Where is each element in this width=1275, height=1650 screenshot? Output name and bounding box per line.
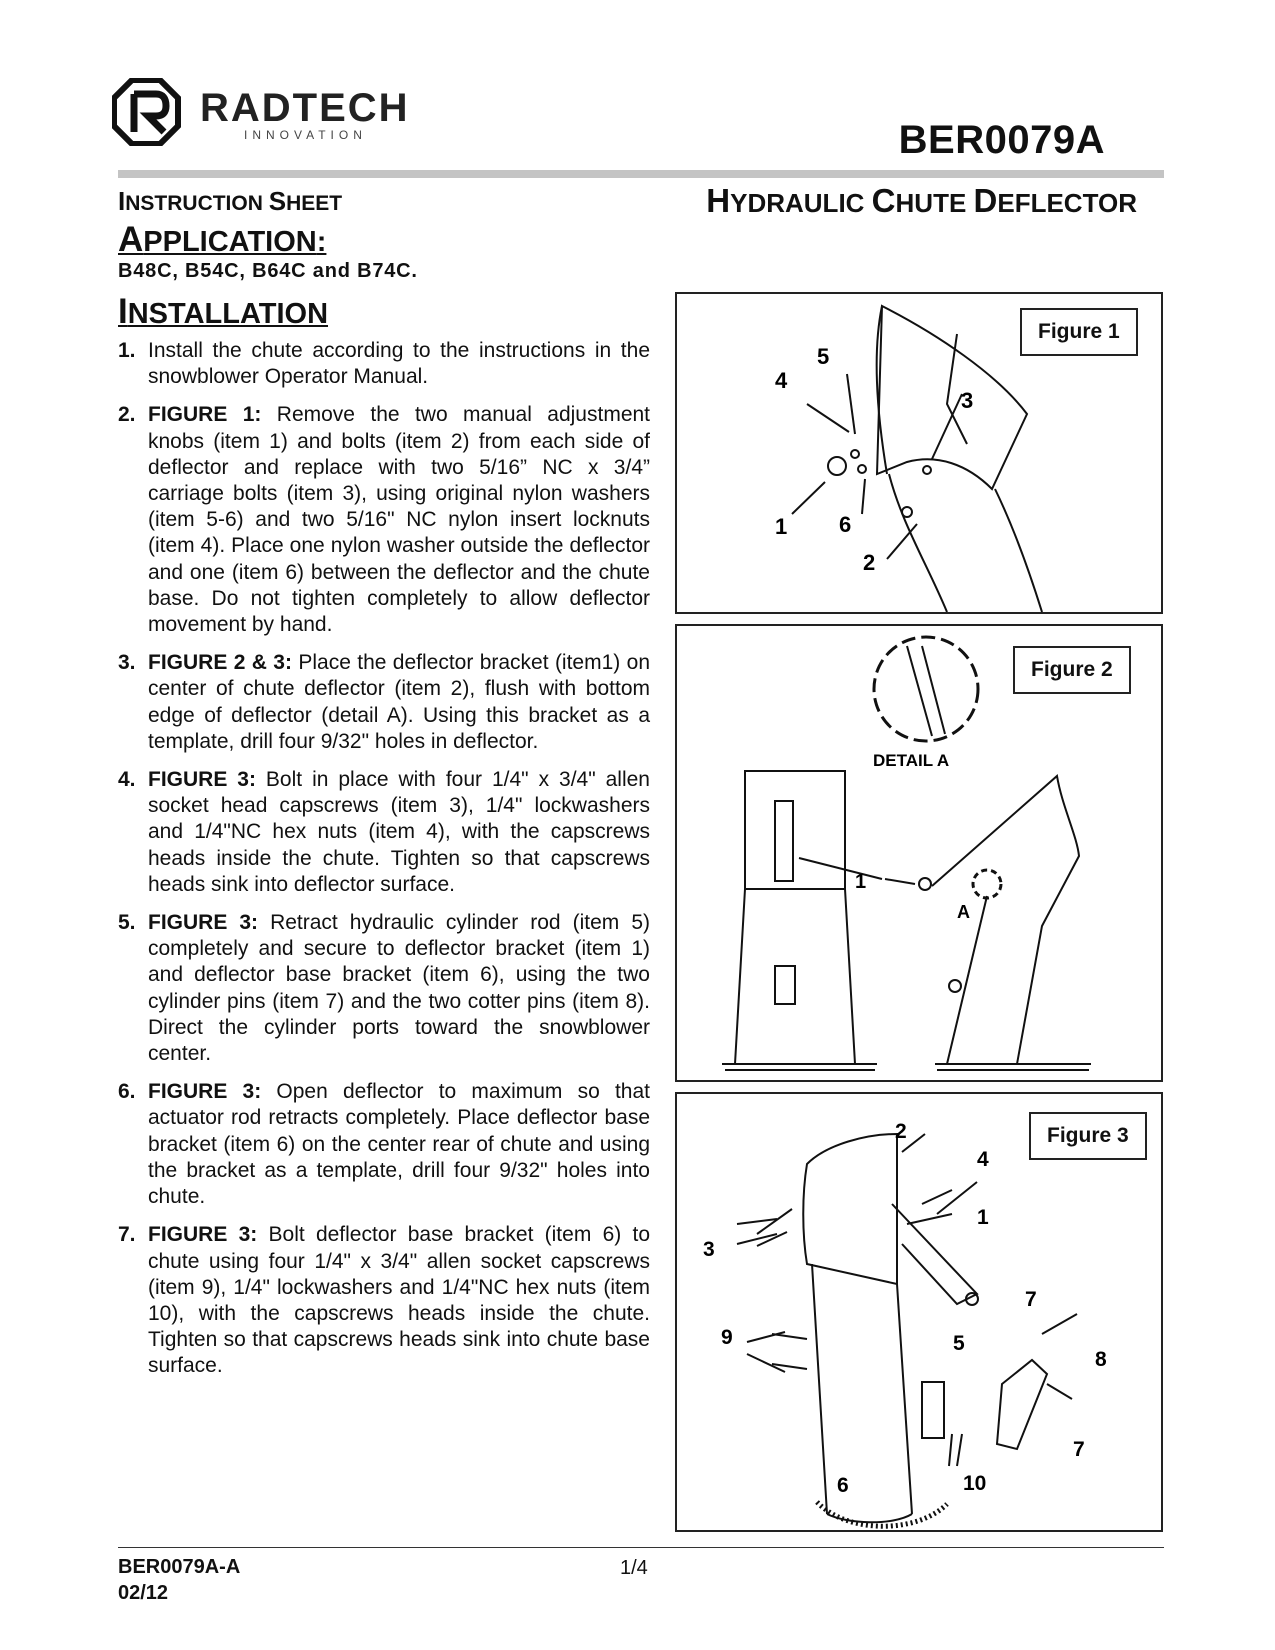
- step-item: 5. FIGURE 3: Retract hydraulic cylinder rod (item 5) completely and secure to deflector bracket (item 1) and deflector base bracket (item 6), using the two cylinder pins (item 7) and the two cotter pins (item 8). Direct the cylinder ports toward the snowblower center.: [118, 911, 650, 1066]
- document-number: BER0079A: [898, 118, 1105, 162]
- installation-heading: INSTALLATION: [118, 292, 329, 331]
- callout-label: 6: [837, 1474, 849, 1497]
- callout-label: 5: [817, 344, 830, 369]
- figure-3: [675, 1092, 1163, 1532]
- figure-2-drawing: [677, 626, 1161, 1080]
- step-item: 3. FIGURE 2 & 3: Place the deflector bracket (item1) on center of chute deflector (item 2), flush with bottom edge of deflector (detail A). Using this bracket as a template, drill four 9/32" holes in deflector.: [118, 651, 651, 753]
- product-title: HYDRAULIC CHUTE DEFLECTOR: [706, 182, 1137, 219]
- step-item: 1. Install the chute according to the instructions in the snowblower Operator Manual.: [118, 339, 650, 389]
- callout-label: 2: [863, 550, 876, 575]
- logo-tagline: INNOVATION: [244, 128, 367, 142]
- callout-label: 1: [855, 871, 867, 893]
- step-item: 4. FIGURE 3: Bolt in place with four 1/4" x 3/4" allen socket head capscrews (item 3), 1/4" lockwashers and 1/4"NC hex nuts (item 4), with the capscrews heads inside the chute. Tighten so that capscrews heads sink into deflector surface.: [118, 768, 650, 896]
- callout-label: 2: [895, 1120, 907, 1143]
- company-logo: [112, 78, 412, 146]
- step-item: 6. FIGURE 3: Open deflector to maximum so that actuator rod retracts completely. Place deflector base bracket (item 6) on the center rear of chute and using the bracket as a template, drill four 9/32" holes into chute.: [118, 1080, 650, 1209]
- callout-label: 5: [953, 1332, 965, 1355]
- footer-rule: [118, 1547, 1164, 1548]
- step-item: 7. FIGURE 3: Bolt deflector base bracket (item 6) to chute using four 1/4" x 3/4" allen socket capscrews (item 9), 1/4" lockwashers and 1/4"NC hex nuts (item 10), with the capscrews heads inside the chute. Tighten so that capscrews heads sink into chute base surface.: [118, 1223, 651, 1378]
- figure-1: [675, 292, 1163, 614]
- callout-label: 6: [839, 512, 852, 537]
- callout-label: 3: [703, 1238, 715, 1261]
- callout-label: 1: [775, 514, 788, 539]
- figure-2: [675, 624, 1163, 1082]
- page-number: 1/4: [620, 1557, 648, 1579]
- footer-date: 02/12: [118, 1582, 169, 1604]
- figure-1-label: Figure 1: [1020, 308, 1138, 356]
- callout-label: 9: [721, 1326, 733, 1349]
- sheet-label: INSTRUCTION SHEET: [118, 186, 343, 216]
- application-heading: APPLICATION:: [118, 220, 327, 259]
- callout-label: 4: [977, 1148, 989, 1171]
- callout-label: 4: [775, 368, 788, 393]
- logo-wordmark: RADTECH: [200, 86, 410, 130]
- callout-label: 3: [961, 388, 974, 413]
- callout-label: 7: [1073, 1438, 1085, 1461]
- installation-steps: [118, 338, 650, 1392]
- detail-a-label: DETAIL A: [873, 751, 950, 770]
- figure-3-label: Figure 3: [1029, 1112, 1147, 1160]
- application-models: B48C, B54C, B64C and B74C.: [118, 260, 418, 282]
- figure-2-label: Figure 2: [1013, 646, 1131, 694]
- footer-doc-number: BER0079A-A: [118, 1556, 241, 1578]
- callout-label: A: [957, 902, 970, 922]
- callout-label: 10: [963, 1472, 987, 1495]
- header-rule: [118, 170, 1164, 178]
- step-item: 2. FIGURE 1: Remove the two manual adjustment knobs (item 1) and bolts (item 2) from each side of deflector and replace with two 5/16” NC x 3/4” carriage bolts (item 3), using original nylon washers (item 5-6) and two 5/16" NC nylon insert locknuts (item 4). Place one nylon washer outside the deflector and one (item 6) between the deflector and the chute base. Do not tighten completely to allow deflector movement by hand.: [118, 403, 651, 637]
- callout-label: 7: [1025, 1288, 1037, 1311]
- callout-label: 1: [977, 1206, 989, 1229]
- callout-label: 8: [1095, 1348, 1107, 1371]
